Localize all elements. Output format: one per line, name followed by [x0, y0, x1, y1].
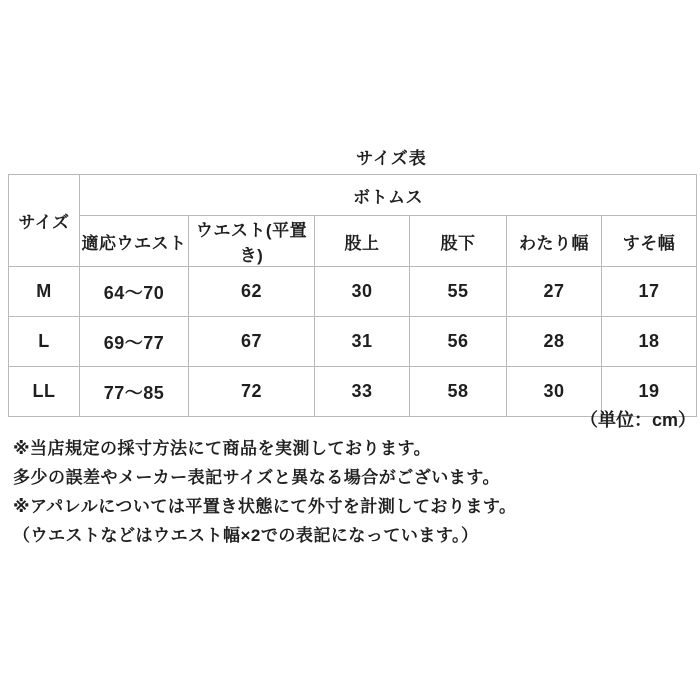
cell-value: 27	[507, 267, 602, 317]
page-title: サイズ表	[356, 149, 427, 168]
footnotes	[13, 434, 673, 550]
cell-value: 67	[189, 317, 315, 367]
cell-value: 31	[315, 317, 410, 367]
note-line: ※当店規定の採寸方法にて商品を実測しております。	[13, 439, 432, 458]
cell-value: 69～77	[80, 317, 189, 367]
group-header-bottoms: ボトムス	[80, 175, 697, 216]
column-header-rise: 股上	[315, 216, 410, 267]
cell-value: 56	[410, 317, 507, 367]
note-line: （ウエストなどはウエスト幅×2での表記になっています。）	[13, 526, 479, 545]
size-label-ll: LL	[9, 367, 80, 417]
table-row-m	[9, 267, 697, 317]
cell-value: 55	[410, 267, 507, 317]
cell-value: 33	[315, 367, 410, 417]
cell-value: 77～85	[80, 367, 189, 417]
column-header-waist-flat: ウエスト(平置き)	[189, 216, 315, 267]
table-row-l	[9, 317, 697, 367]
size-table	[8, 174, 697, 417]
column-header-fit-waist: 適応ウエスト	[80, 216, 189, 267]
cell-value: 62	[189, 267, 315, 317]
cell-value: 18	[602, 317, 697, 367]
size-label-l: L	[9, 317, 80, 367]
cell-value: 19	[602, 367, 697, 417]
unit-note: （単位：cm）	[579, 410, 696, 430]
column-header-hem-width: すそ幅	[602, 216, 697, 267]
cell-value: 28	[507, 317, 602, 367]
cell-value: 64～70	[80, 267, 189, 317]
size-label-m: M	[9, 267, 80, 317]
cell-value: 17	[602, 267, 697, 317]
cell-value: 30	[507, 367, 602, 417]
corner-header-size: サイズ	[9, 175, 80, 267]
note-line: ※アパレルについては平置き状態にて外寸を計測しております。	[13, 497, 517, 516]
column-header-inseam: 股下	[410, 216, 507, 267]
table-header-group-row	[9, 175, 697, 216]
table-column-header-row	[9, 216, 697, 267]
column-header-thigh-width: わたり幅	[507, 216, 602, 267]
cell-value: 72	[189, 367, 315, 417]
cell-value: 30	[315, 267, 410, 317]
cell-value: 58	[410, 367, 507, 417]
note-line: 多少の誤差やメーカー表記サイズと異なる場合がございます。	[13, 468, 500, 487]
